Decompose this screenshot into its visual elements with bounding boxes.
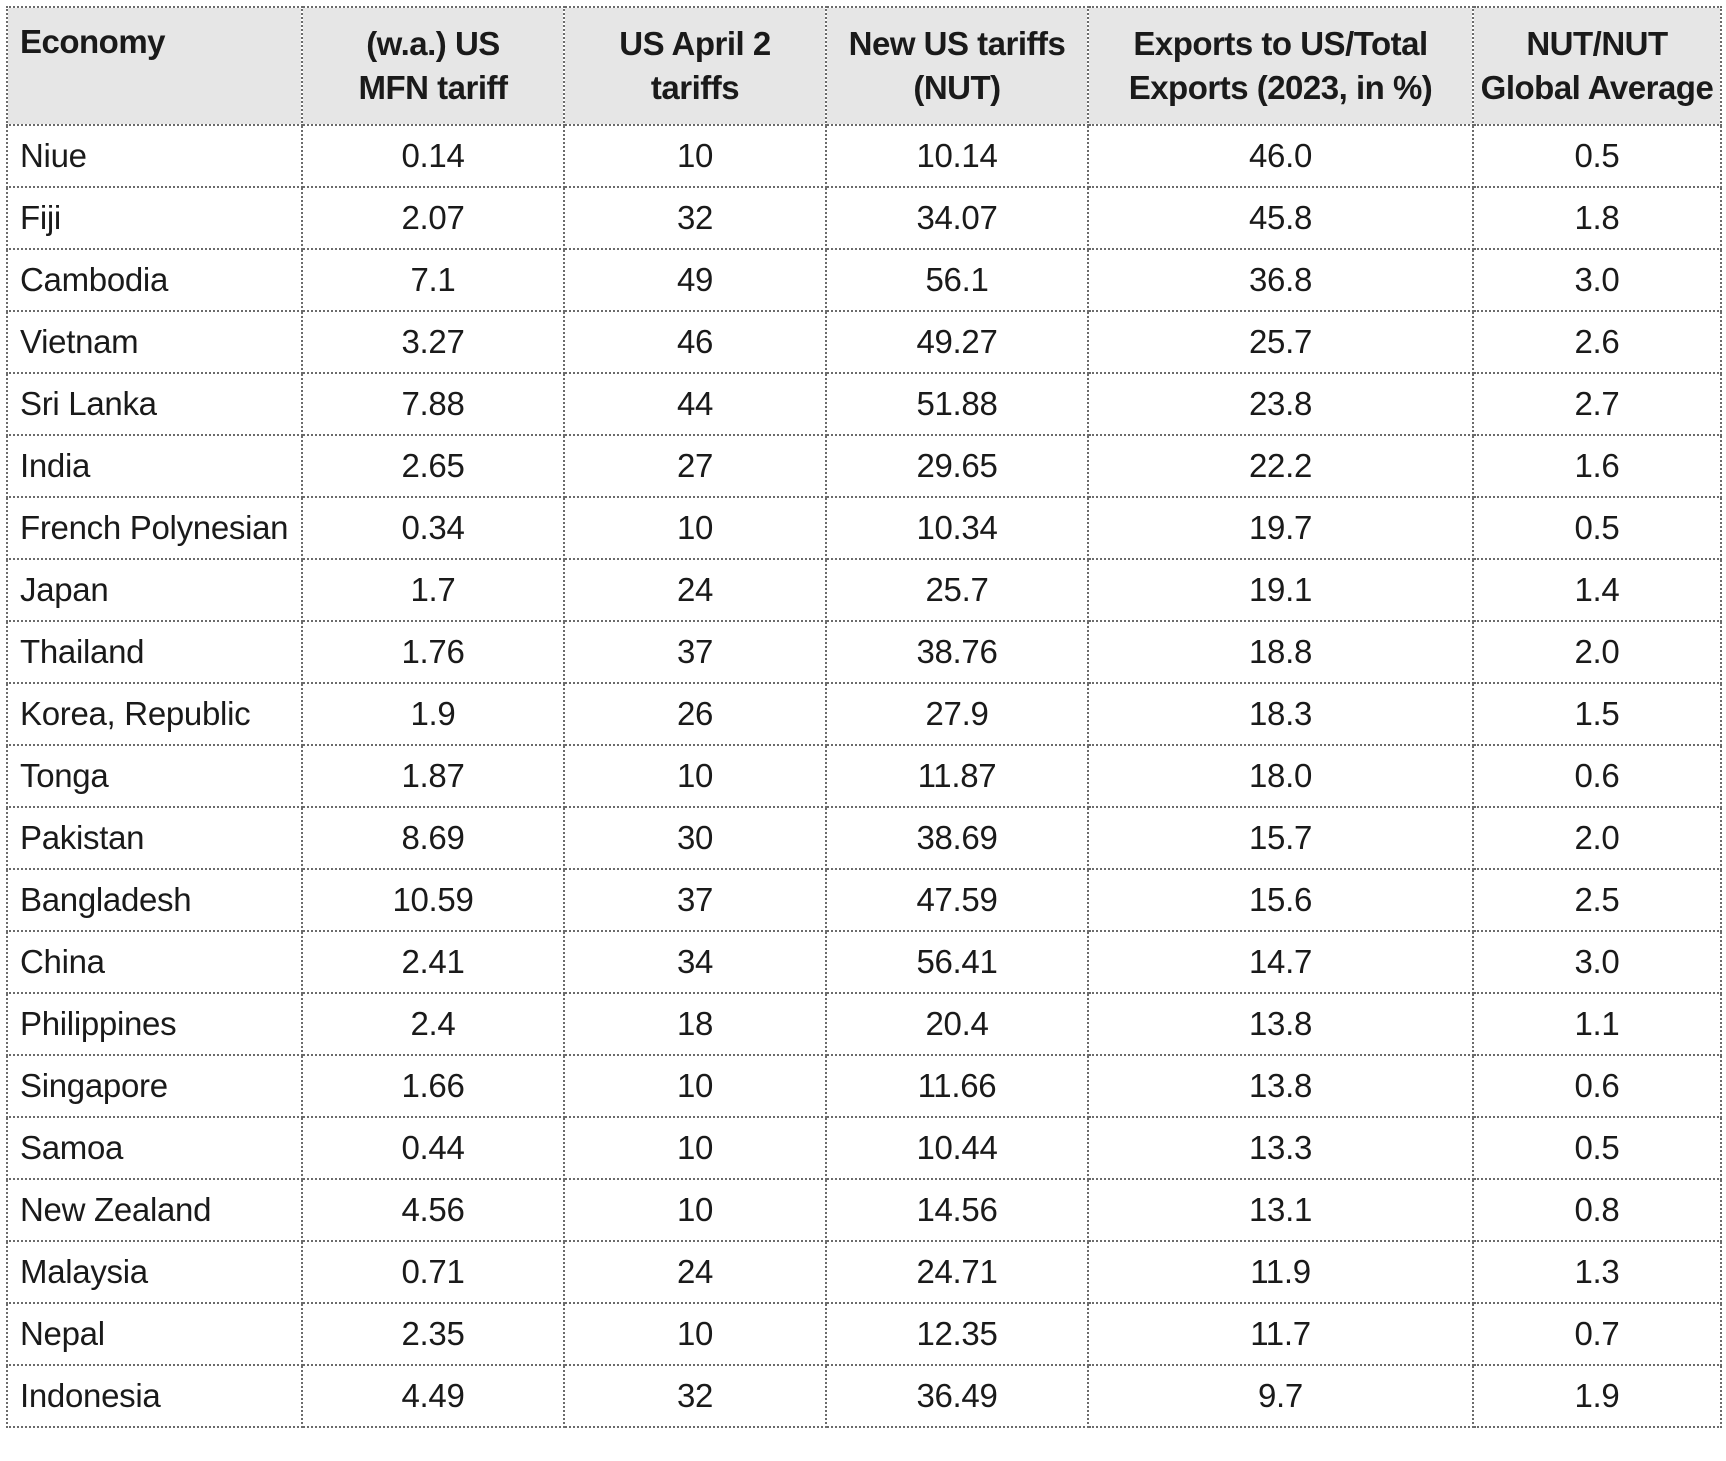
value-cell-exports-share: 23.8 (1088, 373, 1473, 435)
column-header-economy (7, 7, 302, 125)
value-cell-new-us-tariffs: 49.27 (826, 311, 1088, 373)
economy-cell: India (7, 435, 302, 497)
column-header-line: MFN tariff (358, 69, 508, 106)
value-cell-new-us-tariffs: 12.35 (826, 1303, 1088, 1365)
value-cell-mfn-tariff: 2.65 (302, 435, 564, 497)
column-header-line: (w.a.) US (366, 25, 500, 62)
economy-cell: Fiji (7, 187, 302, 249)
table-row (7, 1179, 1721, 1241)
value-cell-mfn-tariff: 4.49 (302, 1365, 564, 1427)
value-cell-new-us-tariffs: 11.87 (826, 745, 1088, 807)
table-row (7, 125, 1721, 187)
value-cell-mfn-tariff: 10.59 (302, 869, 564, 931)
table-row (7, 1303, 1721, 1365)
value-cell-april-2-tariffs: 37 (564, 869, 826, 931)
tariff-table (6, 6, 1722, 1428)
value-cell-april-2-tariffs: 30 (564, 807, 826, 869)
value-cell-exports-share: 13.3 (1088, 1117, 1473, 1179)
value-cell-mfn-tariff: 2.07 (302, 187, 564, 249)
value-cell-new-us-tariffs: 36.49 (826, 1365, 1088, 1427)
value-cell-mfn-tariff: 1.7 (302, 559, 564, 621)
value-cell-april-2-tariffs: 10 (564, 125, 826, 187)
economy-cell: Malaysia (7, 1241, 302, 1303)
value-cell-nut-ratio: 0.5 (1473, 1117, 1721, 1179)
value-cell-april-2-tariffs: 32 (564, 187, 826, 249)
table-row (7, 621, 1721, 683)
table-row (7, 807, 1721, 869)
value-cell-exports-share: 19.7 (1088, 497, 1473, 559)
value-cell-mfn-tariff: 2.35 (302, 1303, 564, 1365)
value-cell-april-2-tariffs: 27 (564, 435, 826, 497)
value-cell-new-us-tariffs: 29.65 (826, 435, 1088, 497)
table-row (7, 1055, 1721, 1117)
value-cell-exports-share: 15.7 (1088, 807, 1473, 869)
value-cell-nut-ratio: 2.7 (1473, 373, 1721, 435)
economy-cell: Thailand (7, 621, 302, 683)
value-cell-april-2-tariffs: 10 (564, 1179, 826, 1241)
value-cell-new-us-tariffs: 24.71 (826, 1241, 1088, 1303)
column-header-line: tariffs (650, 69, 740, 106)
economy-cell: Sri Lanka (7, 373, 302, 435)
value-cell-new-us-tariffs: 56.1 (826, 249, 1088, 311)
value-cell-exports-share: 11.9 (1088, 1241, 1473, 1303)
value-cell-mfn-tariff: 2.4 (302, 993, 564, 1055)
value-cell-new-us-tariffs: 10.34 (826, 497, 1088, 559)
value-cell-new-us-tariffs: 11.66 (826, 1055, 1088, 1117)
value-cell-nut-ratio: 0.5 (1473, 125, 1721, 187)
table-row (7, 1365, 1721, 1427)
value-cell-mfn-tariff: 1.87 (302, 745, 564, 807)
value-cell-april-2-tariffs: 10 (564, 497, 826, 559)
value-cell-april-2-tariffs: 10 (564, 1055, 826, 1117)
economy-cell: Philippines (7, 993, 302, 1055)
economy-cell: Japan (7, 559, 302, 621)
value-cell-exports-share: 36.8 (1088, 249, 1473, 311)
value-cell-mfn-tariff: 7.88 (302, 373, 564, 435)
economy-cell: Tonga (7, 745, 302, 807)
value-cell-mfn-tariff: 1.66 (302, 1055, 564, 1117)
economy-cell: China (7, 931, 302, 993)
economy-cell: Singapore (7, 1055, 302, 1117)
table-row (7, 869, 1721, 931)
economy-cell: Nepal (7, 1303, 302, 1365)
value-cell-nut-ratio: 0.6 (1473, 745, 1721, 807)
value-cell-mfn-tariff: 0.71 (302, 1241, 564, 1303)
table-row (7, 683, 1721, 745)
value-cell-mfn-tariff: 0.44 (302, 1117, 564, 1179)
column-header-line: Economy (20, 23, 166, 60)
table-row (7, 993, 1721, 1055)
table-row (7, 249, 1721, 311)
column-header-line: Global Average (1480, 69, 1714, 106)
value-cell-exports-share: 11.7 (1088, 1303, 1473, 1365)
column-header-line: Exports to US/Total (1133, 25, 1428, 62)
table-header (7, 7, 1721, 125)
value-cell-exports-share: 45.8 (1088, 187, 1473, 249)
value-cell-april-2-tariffs: 10 (564, 1303, 826, 1365)
value-cell-exports-share: 15.6 (1088, 869, 1473, 931)
economy-cell: French Polynesian (7, 497, 302, 559)
value-cell-exports-share: 14.7 (1088, 931, 1473, 993)
value-cell-nut-ratio: 3.0 (1473, 249, 1721, 311)
column-header-nut-ratio (1473, 7, 1721, 125)
value-cell-mfn-tariff: 1.76 (302, 621, 564, 683)
table-row (7, 1241, 1721, 1303)
column-header-line: US April 2 (619, 25, 771, 62)
value-cell-new-us-tariffs: 34.07 (826, 187, 1088, 249)
table-row (7, 497, 1721, 559)
value-cell-exports-share: 13.8 (1088, 1055, 1473, 1117)
value-cell-nut-ratio: 3.0 (1473, 931, 1721, 993)
value-cell-nut-ratio: 0.6 (1473, 1055, 1721, 1117)
economy-cell: Samoa (7, 1117, 302, 1179)
table-row (7, 435, 1721, 497)
value-cell-nut-ratio: 2.0 (1473, 621, 1721, 683)
value-cell-new-us-tariffs: 14.56 (826, 1179, 1088, 1241)
value-cell-new-us-tariffs: 20.4 (826, 993, 1088, 1055)
column-header-line: New US tariffs (848, 25, 1066, 62)
value-cell-nut-ratio: 1.9 (1473, 1365, 1721, 1427)
value-cell-new-us-tariffs: 47.59 (826, 869, 1088, 931)
column-header-mfn-tariff (302, 7, 564, 125)
economy-cell: New Zealand (7, 1179, 302, 1241)
value-cell-mfn-tariff: 8.69 (302, 807, 564, 869)
column-header-april-2-tariffs (564, 7, 826, 125)
value-cell-new-us-tariffs: 51.88 (826, 373, 1088, 435)
value-cell-exports-share: 22.2 (1088, 435, 1473, 497)
column-header-line: NUT/NUT (1526, 25, 1668, 62)
value-cell-nut-ratio: 1.6 (1473, 435, 1721, 497)
value-cell-nut-ratio: 2.5 (1473, 869, 1721, 931)
value-cell-nut-ratio: 0.7 (1473, 1303, 1721, 1365)
value-cell-nut-ratio: 0.5 (1473, 497, 1721, 559)
table-row (7, 931, 1721, 993)
economy-cell: Pakistan (7, 807, 302, 869)
value-cell-new-us-tariffs: 38.69 (826, 807, 1088, 869)
economy-cell: Niue (7, 125, 302, 187)
value-cell-exports-share: 9.7 (1088, 1365, 1473, 1427)
table-row (7, 559, 1721, 621)
economy-cell: Cambodia (7, 249, 302, 311)
value-cell-new-us-tariffs: 38.76 (826, 621, 1088, 683)
table-row (7, 311, 1721, 373)
column-header-line: Exports (2023, in %) (1128, 69, 1433, 106)
economy-cell: Vietnam (7, 311, 302, 373)
value-cell-april-2-tariffs: 37 (564, 621, 826, 683)
value-cell-april-2-tariffs: 10 (564, 745, 826, 807)
value-cell-mfn-tariff: 0.34 (302, 497, 564, 559)
value-cell-nut-ratio: 1.3 (1473, 1241, 1721, 1303)
value-cell-nut-ratio: 2.0 (1473, 807, 1721, 869)
value-cell-april-2-tariffs: 44 (564, 373, 826, 435)
value-cell-nut-ratio: 1.1 (1473, 993, 1721, 1055)
economy-cell: Indonesia (7, 1365, 302, 1427)
value-cell-april-2-tariffs: 18 (564, 993, 826, 1055)
value-cell-exports-share: 18.8 (1088, 621, 1473, 683)
value-cell-mfn-tariff: 3.27 (302, 311, 564, 373)
value-cell-april-2-tariffs: 49 (564, 249, 826, 311)
value-cell-april-2-tariffs: 24 (564, 559, 826, 621)
value-cell-exports-share: 19.1 (1088, 559, 1473, 621)
value-cell-april-2-tariffs: 46 (564, 311, 826, 373)
value-cell-new-us-tariffs: 27.9 (826, 683, 1088, 745)
value-cell-new-us-tariffs: 10.14 (826, 125, 1088, 187)
value-cell-new-us-tariffs: 56.41 (826, 931, 1088, 993)
value-cell-exports-share: 25.7 (1088, 311, 1473, 373)
header-row (7, 7, 1721, 125)
value-cell-new-us-tariffs: 25.7 (826, 559, 1088, 621)
value-cell-april-2-tariffs: 34 (564, 931, 826, 993)
value-cell-nut-ratio: 0.8 (1473, 1179, 1721, 1241)
table-row (7, 373, 1721, 435)
value-cell-mfn-tariff: 0.14 (302, 125, 564, 187)
value-cell-mfn-tariff: 1.9 (302, 683, 564, 745)
value-cell-nut-ratio: 2.6 (1473, 311, 1721, 373)
value-cell-exports-share: 46.0 (1088, 125, 1473, 187)
column-header-new-us-tariffs (826, 7, 1088, 125)
table-row (7, 745, 1721, 807)
value-cell-april-2-tariffs: 26 (564, 683, 826, 745)
table-body (7, 125, 1721, 1427)
value-cell-nut-ratio: 1.4 (1473, 559, 1721, 621)
economy-cell: Korea, Republic (7, 683, 302, 745)
value-cell-new-us-tariffs: 10.44 (826, 1117, 1088, 1179)
value-cell-mfn-tariff: 4.56 (302, 1179, 564, 1241)
value-cell-mfn-tariff: 7.1 (302, 249, 564, 311)
value-cell-exports-share: 18.0 (1088, 745, 1473, 807)
column-header-exports-share (1088, 7, 1473, 125)
table-row (7, 187, 1721, 249)
value-cell-mfn-tariff: 2.41 (302, 931, 564, 993)
value-cell-exports-share: 18.3 (1088, 683, 1473, 745)
value-cell-april-2-tariffs: 10 (564, 1117, 826, 1179)
value-cell-nut-ratio: 1.8 (1473, 187, 1721, 249)
value-cell-april-2-tariffs: 32 (564, 1365, 826, 1427)
value-cell-exports-share: 13.1 (1088, 1179, 1473, 1241)
value-cell-nut-ratio: 1.5 (1473, 683, 1721, 745)
column-header-line: (NUT) (913, 69, 1001, 106)
table-row (7, 1117, 1721, 1179)
value-cell-april-2-tariffs: 24 (564, 1241, 826, 1303)
value-cell-exports-share: 13.8 (1088, 993, 1473, 1055)
economy-cell: Bangladesh (7, 869, 302, 931)
